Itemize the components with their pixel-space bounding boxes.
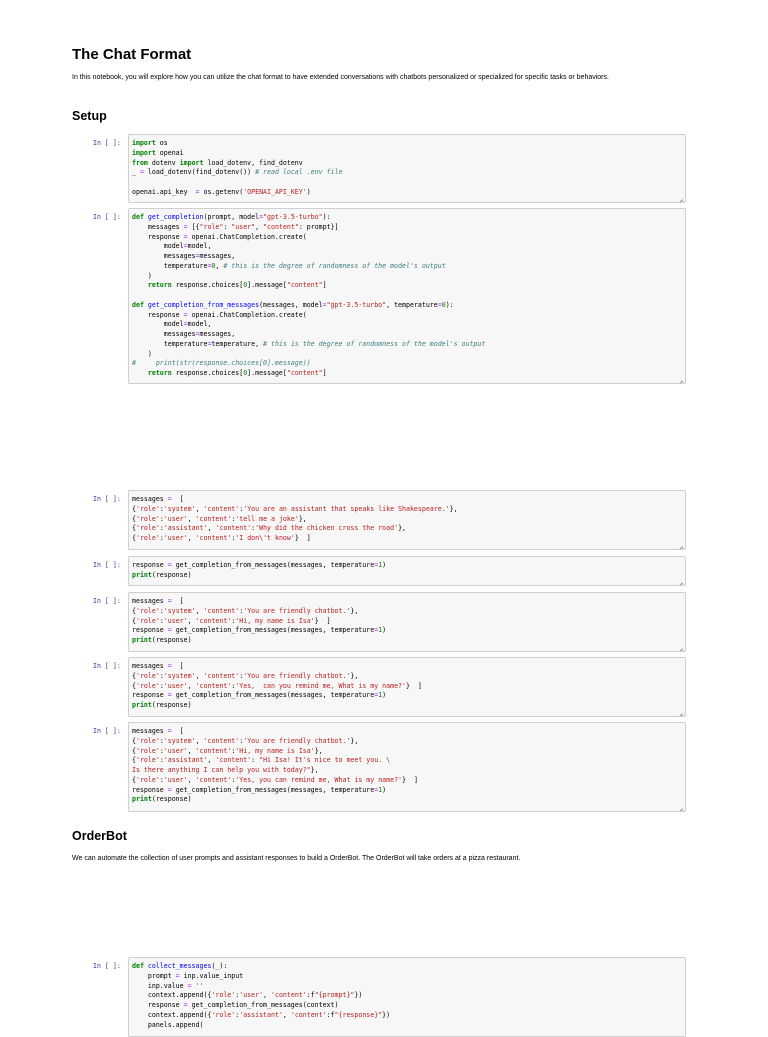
code-cell[interactable] [128, 556, 686, 586]
code-cell-source[interactable]: messages = [ {'role':'system', 'content':'You are friendly chatbot.'}, {'role':'user', 'content':'Yes, can you remind me, What is my name?'} ] response = get_completion_from_messages(messages, temperature=1) print(response) [132, 662, 422, 709]
cell-prompt: In [ ]: [93, 597, 121, 605]
resize-handle-icon[interactable] [677, 643, 683, 649]
cell-prompt: In [ ]: [93, 495, 121, 503]
code-cell-source[interactable]: response = get_completion_from_messages(messages, temperature=1) print(response) [132, 561, 387, 579]
cell-prompt: In [ ]: [93, 139, 121, 147]
resize-handle-icon[interactable] [677, 194, 683, 200]
code-cell[interactable] [128, 722, 686, 812]
cell-prompt: In [ ]: [93, 561, 121, 569]
code-cell[interactable] [128, 134, 686, 203]
cell-prompt: In [ ]: [93, 727, 121, 735]
intro-paragraph: In this notebook, you will explore how you can utilize the chat format to have extended conversations with chatbots personalized or specialized for specific tasks or behaviors. [72, 74, 609, 81]
code-cell-source[interactable]: import os import openai from dotenv import load_dotenv, find_dotenv _ = load_dotenv(find_dotenv()) # read local .env file openai.api_key = os.getenv('OPENAI_API_KEY') [132, 139, 343, 196]
cell-prompt: In [ ]: [93, 213, 121, 221]
code-cell[interactable] [128, 957, 686, 1037]
setup-heading: Setup [72, 109, 107, 123]
code-cell[interactable] [128, 208, 686, 384]
code-cell-source[interactable]: messages = [ {'role':'system', 'content':'You are friendly chatbot.'}, {'role':'user', 'content':'Hi, my name is Isa'} ] response = get_completion_from_messages(messages, temperature=1) print(response) [132, 597, 387, 644]
orderbot-heading: OrderBot [72, 829, 127, 843]
resize-handle-icon[interactable] [677, 803, 683, 809]
resize-handle-icon[interactable] [677, 708, 683, 714]
cell-prompt: In [ ]: [93, 962, 121, 970]
code-cell[interactable] [128, 657, 686, 717]
code-cell[interactable] [128, 592, 686, 652]
resize-handle-icon[interactable] [677, 541, 683, 547]
cell-prompt: In [ ]: [93, 662, 121, 670]
code-cell[interactable] [128, 490, 686, 550]
resize-handle-icon[interactable] [677, 375, 683, 381]
orderbot-paragraph: We can automate the collection of user prompts and assistant responses to build a OrderBot. The OrderBot will take orders at a pizza restaurant. [72, 855, 521, 862]
code-cell-source[interactable]: messages = [ {'role':'system', 'content':'You are an assistant that speaks like Shakespeare.'}, {'role':'user', 'content':'tell me a joke'}, {'role':'assistant', 'content':'Why did the chicken cross the road'}, {'role':'user', 'content':'I don\'t know'} ] [132, 495, 458, 542]
resize-handle-icon[interactable] [677, 577, 683, 583]
code-cell-source[interactable]: messages = [ {'role':'system', 'content':'You are friendly chatbot.'}, {'role':'user', 'content':'Hi, my name is Isa'}, {'role':'assistant', 'content': "Hi Isa! It's nice to meet you. \ Is there anything I can help you with today?"}, {'role':'user', 'content':'Yes, you can remind me, What is my name?'} ] response = get_completion_from_messages(messages, temperature=1) print(response) [132, 727, 418, 804]
code-cell-source[interactable]: def collect_messages(_): prompt = inp.value_input inp.value = '' context.append({'role':'user', 'content':f"{prompt}"}) response = get_completion_from_messages(context) context.append({'role':'assistant', 'content':f"{response}"}) panels.append( [132, 962, 391, 1029]
code-cell-source[interactable]: def get_completion(prompt, model="gpt-3.5-turbo"): messages = [{"role": "user", "content": prompt}] response = openai.ChatCompletion.create( model=model, messages=messages, temperature=0, # this is the degree of randomness of the model's output ) return response.choices[0].message["content"] def get_completion_from_messages(messages, model="gpt-3.5-turbo", temperature=0): response = openai.ChatCompletion.create( model=model, messages=messages, temperature=temperature, # this is the degree of randomness of the model's output ) # print(str(response.choices[0].message)) return response.choices[0].message["content"] [132, 213, 486, 377]
page-title: The Chat Format [72, 46, 192, 63]
